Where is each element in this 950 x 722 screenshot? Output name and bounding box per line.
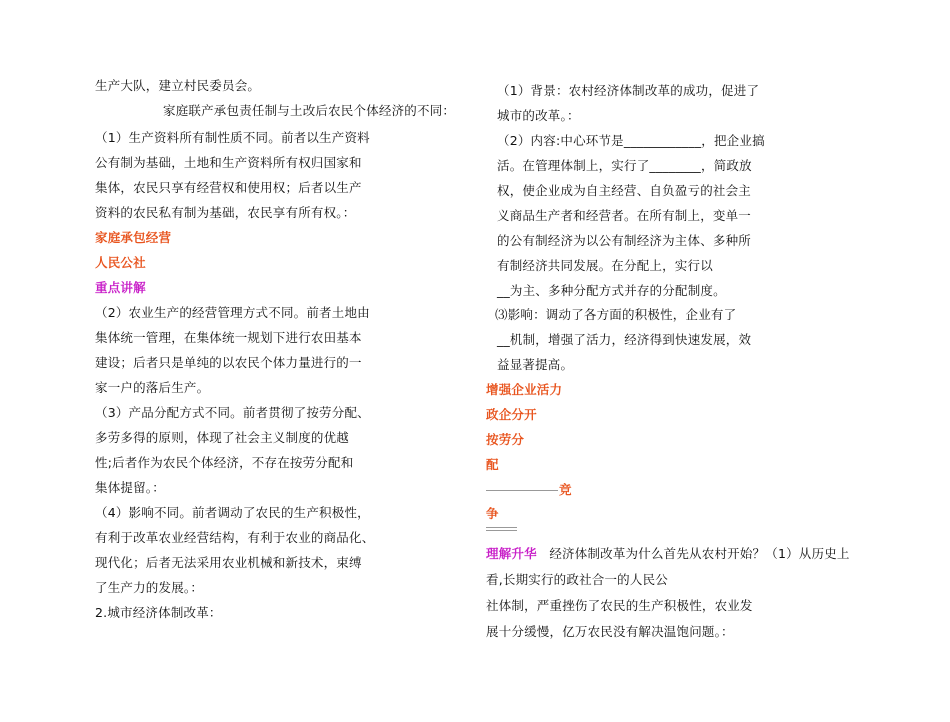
left-line-7: （2）农业生产的经营管理方式不同。前者土地由 (95, 305, 370, 320)
right-line-10: ⑶影响：调动了各方面的积极性，企业有了 (495, 307, 737, 322)
right-answer-4b: 争 (486, 506, 499, 521)
right-line-12: 益显著提高。 (497, 357, 574, 372)
left-line-8: 集体统一管理，在集体统一规划下进行农田基本 (95, 330, 362, 345)
right-line-9: __为主、多种分配方式并存的分配制度。 (497, 283, 726, 298)
left-line-12: 多劳多得的原则，体现了社会主义制度的优越 (95, 430, 350, 445)
left-line-6: 资料的农民私有制为基础，农民享有所有权。： (95, 205, 356, 220)
right-line-1: （1）背景：农村经济体制改革的成功，促进了 (497, 83, 760, 98)
right-line-6: 义商品生产者和经营者。在所有制上，变单一 (497, 208, 752, 223)
left-line-13: 性;后者作为农民个体经济，不存在按劳分配和 (95, 455, 354, 470)
right-answer-1: 增强企业活力 (486, 382, 563, 397)
left-answer-1: 家庭承包经营 (95, 230, 172, 245)
left-line-19: 2.城市经济体制改革： (95, 605, 222, 620)
right-line-13-text: 经济体制改革为什么首先从农村开始？（1）从历史上 (549, 546, 850, 561)
heading-deepen-understanding: 理解升华 (486, 546, 537, 561)
left-line-15: （4）影响不同。前者调动了农民的生产积极性， (95, 505, 370, 520)
right-answer-3a: 按劳分 (486, 432, 525, 447)
right-answer-3b: 配 (486, 457, 499, 472)
left-line-3: （1）生产资料所有制性质不同。前者以生产资料 (95, 130, 370, 145)
left-line-2: 家庭联产承包责任制与土改后农民个体经济的不同： (163, 103, 456, 118)
right-answer-2: 政企分开 (486, 407, 537, 422)
right-line-2: 城市的改革。： (497, 108, 580, 123)
right-line-14: 看,长期实行的政社合一的人民公 (486, 572, 668, 587)
right-line-15: 社体制，严重挫伤了农民的生产积极性，农业发 (486, 598, 753, 613)
left-line-17: 现代化；后者无法采用农业机械和新技术，束缚 (95, 555, 362, 570)
left-heading-key-points: 重点讲解 (95, 280, 146, 295)
left-answer-2: 人民公社 (95, 255, 146, 270)
divider-short-1 (486, 527, 517, 528)
right-line-7: 的公有制经济为以公有制经济为主体、多种所 (497, 233, 752, 248)
left-line-14: 集体提留。： (95, 480, 165, 495)
right-line-4: 活。在管理体制上，实行了________，简政放 (497, 158, 752, 173)
left-line-9: 建设；后者只是单纯的以农民个体力量进行的一 (95, 355, 362, 370)
left-line-1: 生产大队，建立村民委员会。 (95, 78, 261, 93)
left-line-4: 公有制为基础，土地和生产资料所有权归国家和 (95, 155, 362, 170)
answer-underline (486, 490, 558, 491)
divider-short-2 (486, 530, 517, 531)
left-line-10: 家一户的落后生产。 (95, 380, 210, 395)
right-answer-4a: 竞 (559, 482, 572, 497)
left-line-11: （3）产品分配方式不同。前者贯彻了按劳分配、 (95, 405, 370, 420)
right-line-3: （2）内容:中心环节是____________，把企业搞 (497, 133, 765, 148)
right-line-5: 权，使企业成为自主经营、自负盈亏的社会主 (497, 183, 752, 198)
left-line-18: 了生产力的发展。： (95, 580, 204, 595)
left-line-5: 集体，农民只享有经营权和使用权；后者以生产 (95, 180, 362, 195)
right-line-11: __机制，增强了活力，经济得到快速发展，效 (497, 332, 752, 347)
left-line-16: 有利于改革农业经营结构，有利于农业的商品化、 (95, 530, 375, 545)
right-line-8: 有制经济共同发展。在分配上，实行以 (497, 258, 713, 273)
right-line-16: 展十分缓慢，亿万农民没有解决温饱问题。： (486, 624, 734, 639)
right-line-13 (486, 546, 850, 562)
